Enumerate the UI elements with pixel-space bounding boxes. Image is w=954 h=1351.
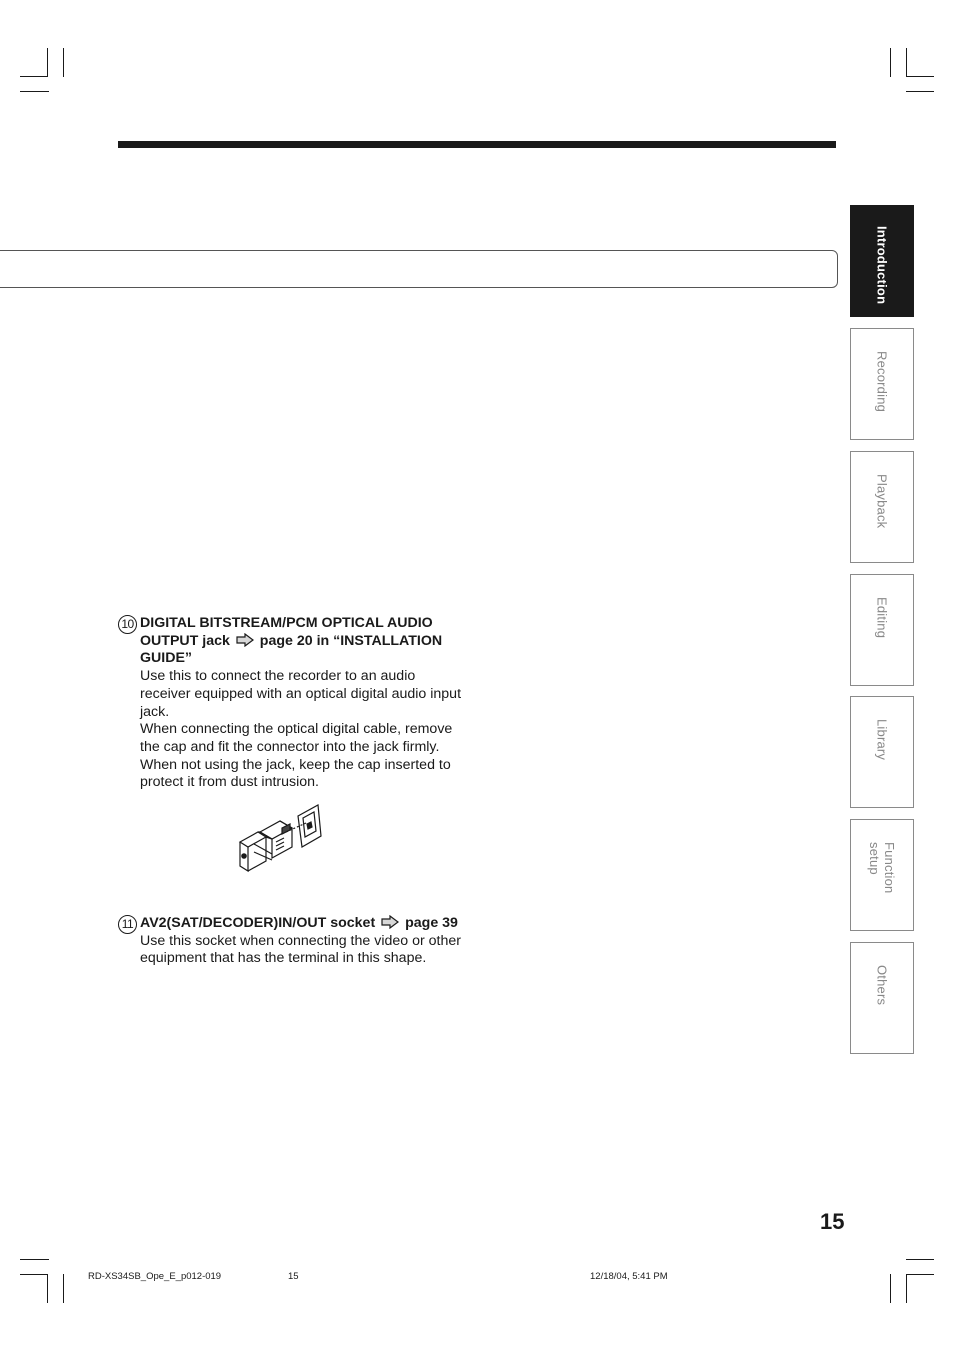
item-body xyxy=(140,915,468,968)
crop-mark xyxy=(890,48,891,77)
crop-mark xyxy=(47,48,48,77)
item-description xyxy=(140,933,468,968)
tab-label: Function setup xyxy=(867,842,897,894)
crop-mark xyxy=(20,91,49,92)
page-reference-arrow-icon xyxy=(381,915,399,929)
tab-label: Library xyxy=(874,719,890,761)
crop-mark xyxy=(63,1274,64,1303)
item-number-badge: 11 xyxy=(118,915,137,934)
item-title xyxy=(140,615,468,668)
tab-label: Playback xyxy=(874,474,890,529)
item-number-badge: 10 xyxy=(118,615,137,634)
crop-mark xyxy=(906,48,907,77)
description-paragraph: Use this socket when connecting the video or other equipment that has the terminal in this shape. xyxy=(140,932,461,967)
section-header-box xyxy=(0,250,838,288)
crop-mark xyxy=(20,1259,49,1260)
item-title xyxy=(140,915,468,933)
description-paragraph: When connecting the optical digital cable, remove the cap and fit the connector into the jack firmly. When not using the jack, keep the cap inserted to protect it from dust intrusion. xyxy=(140,721,453,791)
crop-mark xyxy=(906,1274,934,1275)
crop-mark xyxy=(906,1259,934,1260)
footer-page: 15 xyxy=(288,1271,299,1282)
item-title-text: AV2(SAT/DECODER)IN/OUT socket xyxy=(140,915,376,931)
item-page-reference[interactable]: page 20 in “INSTALLATION GUIDE” xyxy=(140,632,443,667)
tab-playback[interactable] xyxy=(850,451,914,563)
header-rule xyxy=(118,141,836,148)
tab-library[interactable] xyxy=(850,696,914,808)
page-number: 15 xyxy=(820,1209,845,1234)
optical-connector-illustration xyxy=(236,802,326,874)
item-body xyxy=(140,615,468,792)
tab-recording[interactable] xyxy=(850,328,914,440)
item-title-text: DIGITAL BITSTREAM/PCM OPTICAL AUDIO OUTPUT jack xyxy=(140,615,433,649)
footer-timestamp: 12/18/04, 5:41 PM xyxy=(590,1271,668,1282)
crop-mark xyxy=(20,76,48,77)
item-optical-audio-output xyxy=(118,615,468,792)
item-description xyxy=(140,668,468,792)
tab-function-setup[interactable] xyxy=(850,819,914,931)
item-av2-socket xyxy=(118,915,468,968)
crop-mark xyxy=(906,91,934,92)
description-paragraph: Use this to connect the recorder to an audio receiver equipped with an optical digital audio input jack. xyxy=(140,668,462,720)
tab-label: Introduction xyxy=(874,226,890,305)
tab-editing[interactable] xyxy=(850,574,914,686)
crop-mark xyxy=(890,1274,891,1303)
tab-label: Recording xyxy=(874,351,890,413)
tab-introduction[interactable] xyxy=(850,205,914,317)
footer-file-name: RD-XS34SB_Ope_E_p012-019 xyxy=(88,1271,222,1282)
tab-others[interactable] xyxy=(850,942,914,1054)
crop-mark xyxy=(47,1274,48,1303)
item-page-reference[interactable]: page 39 xyxy=(405,915,458,931)
page-reference-arrow-icon xyxy=(236,633,254,647)
crop-mark xyxy=(20,1274,48,1275)
crop-mark xyxy=(906,1274,907,1303)
tab-label: Editing xyxy=(874,597,890,639)
tab-label: Others xyxy=(874,965,890,1006)
crop-mark xyxy=(63,48,64,77)
crop-mark xyxy=(906,76,934,77)
